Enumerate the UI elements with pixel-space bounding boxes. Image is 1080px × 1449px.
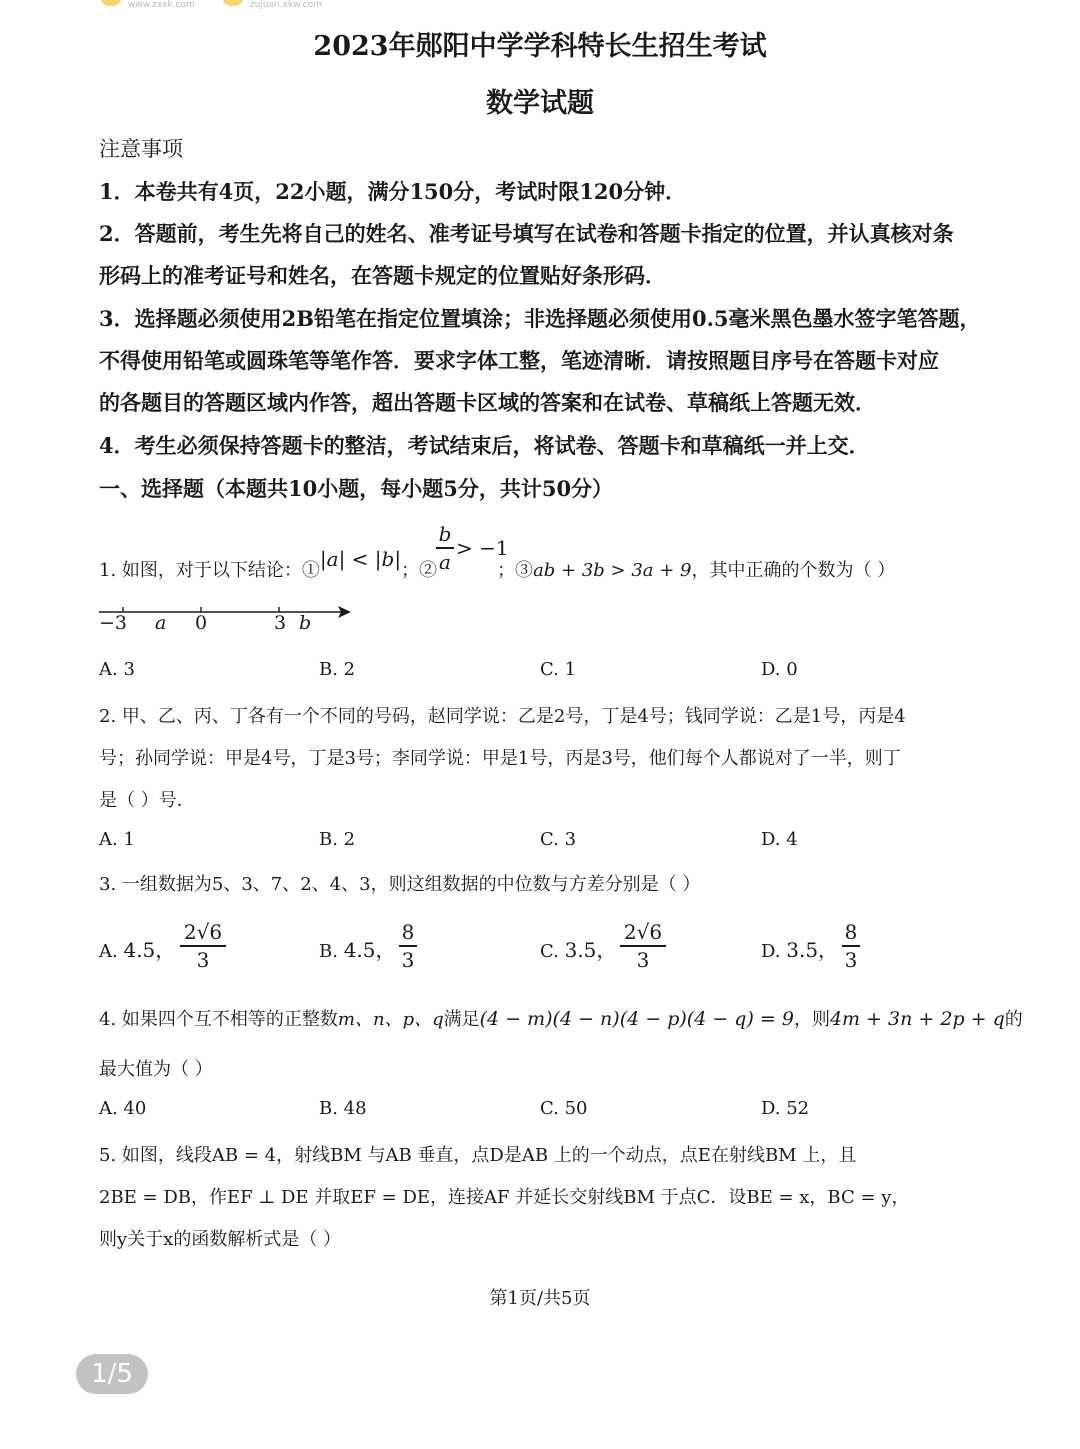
notice-line-5: 不得使用铅笔或圆珠笔等笔作答．要求字体工整，笔迹清晰．请按照题目序号在答题卡对应 (99, 348, 939, 373)
q4-expression: 4m + 3n + 2p + q (829, 1008, 1005, 1030)
q1-conclusion-2-tail: > −1 (456, 536, 509, 560)
q1-option-c: C. 1 (540, 659, 577, 680)
watermark-site-1: www.zxxk.com (128, 0, 195, 10)
q1-option-a: A. 3 (99, 659, 135, 680)
q1-conclusion-3: ab + 3b > 3a + 9 (533, 560, 692, 581)
nl-label-3: 3 (274, 612, 287, 634)
q4-option-c: C. 50 (540, 1098, 588, 1119)
q2-option-a: A. 1 (99, 829, 135, 850)
q3-option-a-fraction: 2√6 3 (180, 920, 226, 972)
q5-line-1: 5. 如图，线段AB = 4，射线BM 与AB 垂直，点D是AB 上的一个动点，点E在射线BM 上，且 (99, 1145, 857, 1166)
page-subtitle: 数学试题 (486, 88, 594, 119)
q2-line-1: 2. 甲、乙、丙、丁各有一个不同的号码，赵同学说：乙是2号，丁是4号；钱同学说：乙是1号，丙是4 (99, 706, 906, 727)
q3-option-c: C. 3.5， (540, 938, 617, 962)
q1-frac-den: a (439, 549, 451, 574)
watermark-site-2: zujuan.xkw.com (250, 0, 322, 10)
nl-label-minus3: −3 (99, 612, 128, 634)
q3-option-a: A. 4.5， (99, 938, 176, 962)
q3-option-c-fraction: 2√6 3 (620, 920, 666, 972)
q5-line-2: 2BE = DB，作EF ⊥ DE 并取EF = DE，连接AF 并延长交射线BM 于点C．设BE = x，BC = y， (99, 1187, 910, 1208)
q1-conclusion-1: |a| < |b| (319, 547, 402, 571)
nl-label-b: b (299, 612, 312, 634)
notice-line-2: 2．答题前，考生先将自己的姓名、准考证号填写在试卷和答题卡指定的位置，并认真核对条 (99, 221, 954, 246)
q1-stem: 1. 如图，对于以下结论：①|a| < |b|；② ；③ab + 3b > 3a + 9，其中正确的个数为（ ） (99, 547, 896, 581)
q4-line-2: 最大值为（ ） (99, 1059, 213, 1080)
q3-option-b: B. 4.5， (319, 938, 396, 962)
q3-option-b-fraction: 8 3 (399, 920, 417, 972)
q5-line-3: 则y关于x的函数解析式是（ ） (99, 1229, 342, 1250)
q1-option-d: D. 0 (761, 659, 798, 680)
q2-option-d: D. 4 (761, 829, 798, 850)
q2-line-2: 号；孙同学说：甲是4号，丁是3号；李同学说：甲是1号，丙是3号，他们每个人都说对了一半，则丁 (99, 748, 901, 769)
notice-line-6: 的各题目的答题区域内作答，超出答题卡区域的答案和在试卷、草稿纸上答题无效． (99, 390, 876, 415)
q4-equation: (4 − m)(4 − n)(4 − p)(4 − q) = 9 (479, 1008, 794, 1030)
q1-frac-num: b (438, 522, 452, 546)
q3-option-d: D. 3.5， (761, 938, 839, 962)
q4-vars: m、n、p、q (337, 1009, 444, 1030)
q2-line-3: 是（ ）号． (99, 790, 195, 811)
q3-stem: 3. 一组数据为5、3、7、2、4、3，则这组数据的中位数与方差分别是（ ） (99, 874, 701, 895)
page-footer: 第1页/共5页 (489, 1288, 591, 1309)
page-indicator[interactable]: 1/5 (76, 1354, 148, 1394)
nl-label-0: 0 (195, 612, 208, 634)
notice-line-4: 3．选择题必须使用2B铅笔在指定位置填涂；非选择题必须使用0.5毫米黑色墨水签字笔答题， (99, 306, 981, 331)
zxxk-logo-icon (100, 0, 122, 6)
q3-option-d-fraction: 8 3 (842, 920, 860, 972)
notice-line-7: 4．考生必须保持答题卡的整洁，考试结束后，将试卷、答题卡和草稿纸一并上交． (99, 433, 870, 458)
nl-label-a: a (155, 612, 167, 634)
q2-option-b: B. 2 (319, 829, 356, 850)
q2-option-c: C. 3 (540, 829, 577, 850)
page-title: 2023年郧阳中学学科特长生招生考试 (313, 31, 767, 62)
q4-option-d: D. 52 (761, 1098, 810, 1119)
q1-option-b: B. 2 (319, 659, 356, 680)
notice-heading: 注意事项 (99, 137, 183, 161)
notice-line-3: 形码上的准考证号和姓名，在答题卡规定的位置贴好条形码． (99, 263, 666, 288)
zujuan-logo-icon (222, 0, 244, 6)
section-heading: 一、选择题（本题共10小题，每小题5分，共计50分） (99, 476, 614, 501)
q1-fraction (436, 522, 454, 574)
q4-option-a: A. 40 (99, 1098, 147, 1119)
number-line (95, 600, 355, 640)
q4-line-1: 4. 如果四个互不相等的正整数m、n、p、q满足(4 − m)(4 − n)(4 − p)(4 − q) = 9，则4m + 3n + 2p + q的 (99, 1008, 1023, 1030)
notice-line-1: 1．本卷共有4页，22小题，满分150分，考试时限120分钟． (99, 179, 687, 204)
q4-option-b: B. 48 (319, 1098, 367, 1119)
